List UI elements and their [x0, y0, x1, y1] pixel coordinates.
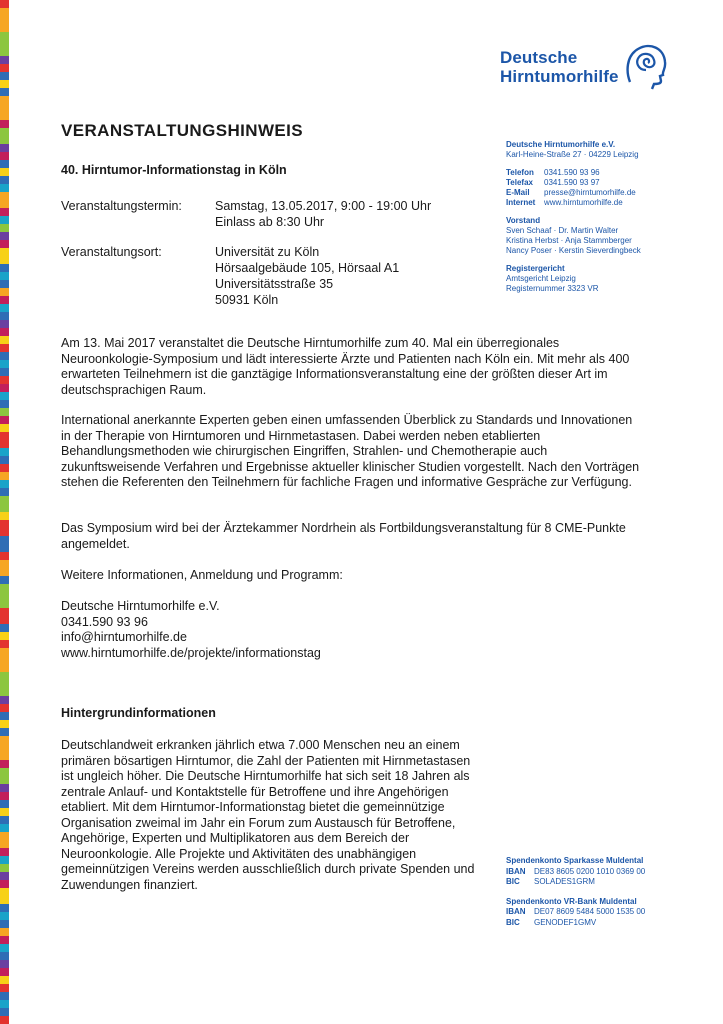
stripe-segment — [0, 288, 9, 296]
stripe-segment — [0, 280, 9, 288]
stripe-segment — [0, 216, 9, 224]
stripe-segment — [0, 112, 9, 120]
stripe-segment — [0, 144, 9, 152]
stripe-segment — [0, 408, 9, 416]
stripe-segment — [0, 224, 9, 232]
stripe-segment — [0, 536, 9, 544]
stripe-segment — [0, 40, 9, 48]
sidebar-contact-phone: Telefon 0341.590 93 96 — [506, 168, 600, 177]
stripe-segment — [0, 160, 9, 168]
stripe-segment — [0, 56, 9, 64]
stripe-segment — [0, 864, 9, 872]
stripe-segment — [0, 576, 9, 584]
stripe-segment — [0, 504, 9, 512]
stripe-segment — [0, 664, 9, 672]
stripe-segment — [0, 616, 9, 624]
stripe-segment — [0, 176, 9, 184]
sidebar-org-name: Deutsche Hirntumorhilfe e.V. — [506, 140, 616, 149]
stripe-segment — [0, 448, 9, 456]
stripe-segment — [0, 800, 9, 808]
event-place-label: Veranstaltungsort: — [61, 245, 162, 259]
stripe-segment — [0, 456, 9, 464]
stripe-segment — [0, 8, 9, 16]
stripe-segment — [0, 136, 9, 144]
stripe-segment — [0, 240, 9, 248]
stripe-segment — [0, 760, 9, 768]
stripe-segment — [0, 792, 9, 800]
stripe-segment — [0, 368, 9, 376]
stripe-segment — [0, 360, 9, 368]
sidebar-register: Registergericht Amtsgericht Leipzig Registernummer 3323 VR — [506, 264, 599, 293]
stripe-segment — [0, 768, 9, 776]
stripe-segment — [0, 728, 9, 736]
stripe-segment — [0, 824, 9, 832]
contact-block — [61, 599, 321, 661]
stripe-segment — [0, 464, 9, 472]
head-spiral-icon — [622, 42, 668, 90]
event-title: 40. Hirntumor-Informationstag in Köln — [61, 163, 287, 177]
stripe-segment — [0, 560, 9, 568]
logo-line-2: Hirntumorhilfe — [500, 67, 619, 86]
stripe-segment — [0, 904, 9, 912]
stripe-segment — [0, 336, 9, 344]
stripe-segment — [0, 776, 9, 784]
event-date-value: Samstag, 13.05.2017, 9:00 - 19:00 Uhr Einlass ab 8:30 Uhr — [215, 199, 432, 229]
stripe-segment — [0, 416, 9, 424]
stripe-segment — [0, 208, 9, 216]
stripe-segment — [0, 256, 9, 264]
stripe-segment — [0, 96, 9, 104]
stripe-segment — [0, 832, 9, 840]
paragraph-experts: International anerkannte Experten geben einen umfassenden Überblick zu Standards und Innovationen in der Therapie von Hirntumoren und Hirnmetastasen. Dabei werden neben etablierten Behandlungsmethoden wie chirurgischen Eingriffen, Strahlen- und Chemotherapie auch zukunftsweisende Verfahren und Ergebnisse aktueller klinischer Studien vorgestellt. Nach den Vorträgen stehen die Referenten den Teilnehmern für fachliche Fragen und informative Gespräche zur Verfügung. — [61, 413, 640, 489]
contact-phone: 0341.590 93 96 — [61, 614, 148, 629]
stripe-segment — [0, 440, 9, 448]
stripe-segment — [0, 680, 9, 688]
stripe-segment — [0, 840, 9, 848]
stripe-segment — [0, 552, 9, 560]
stripe-segment — [0, 120, 9, 128]
stripe-segment — [0, 168, 9, 176]
stripe-segment — [0, 488, 9, 496]
stripe-segment — [0, 880, 9, 888]
contact-email-link[interactable]: info@hirntumorhilfe.de — [61, 630, 187, 644]
stripe-segment — [0, 568, 9, 576]
stripe-segment — [0, 432, 9, 440]
bank-accounts — [506, 856, 706, 937]
logo-line-1: Deutsche — [500, 48, 578, 67]
stripe-segment — [0, 80, 9, 88]
stripe-segment — [0, 232, 9, 240]
stripe-segment — [0, 752, 9, 760]
stripe-segment — [0, 704, 9, 712]
stripe-segment — [0, 528, 9, 536]
stripe-segment — [0, 392, 9, 400]
stripe-segment — [0, 608, 9, 616]
stripe-segment — [0, 656, 9, 664]
event-place-value: Universität zu Köln Hörsaalgebäude 105, Hörsaal A1 Universitätsstraße 35 50931 Köln — [215, 245, 400, 307]
stripe-segment — [0, 200, 9, 208]
sidebar-board: Vorstand Sven Schaaf · Dr. Martin Walter Kristina Herbst · Anja Stammberger Nancy Poser · Kerstin Sieverdingbeck — [506, 216, 641, 255]
stripe-segment — [0, 16, 9, 24]
stripe-segment — [0, 640, 9, 648]
event-date-label: Veranstaltungstermin: — [61, 199, 182, 213]
bank-account: Spendenkonto VR-Bank Muldental IBAN DE07 8609 5484 5000 1535 00 BIC GENODEF1GMV — [506, 896, 646, 927]
stripe-segment — [0, 888, 9, 896]
stripe-segment — [0, 24, 9, 32]
stripe-segment — [0, 976, 9, 984]
stripe-segment — [0, 944, 9, 952]
stripe-segment — [0, 104, 9, 112]
stripe-segment — [0, 72, 9, 80]
stripe-segment — [0, 312, 9, 320]
stripe-segment — [0, 712, 9, 720]
stripe-segment — [0, 952, 9, 960]
contact-org: Deutsche Hirntumorhilfe e.V. — [61, 599, 220, 613]
stripe-segment — [0, 496, 9, 504]
stripe-segment — [0, 856, 9, 864]
stripe-segment — [0, 848, 9, 856]
stripe-segment — [0, 960, 9, 968]
contact-web-link[interactable]: www.hirntumorhilfe.de/projekte/informationstag — [61, 645, 321, 660]
stripe-segment — [0, 1000, 9, 1008]
stripe-segment — [0, 968, 9, 976]
page-title: VERANSTALTUNGSHINWEIS — [61, 121, 303, 140]
stripe-segment — [0, 352, 9, 360]
paragraph-more-info: Weitere Informationen, Anmeldung und Programm: — [61, 568, 343, 582]
stripe-segment — [0, 632, 9, 640]
stripe-segment — [0, 400, 9, 408]
sidebar-contact-list — [506, 168, 706, 208]
sidebar-contact-info — [506, 140, 706, 302]
stripe-segment — [0, 1008, 9, 1016]
stripe-segment — [0, 512, 9, 520]
stripe-segment — [0, 808, 9, 816]
stripe-segment — [0, 376, 9, 384]
stripe-segment — [0, 992, 9, 1000]
stripe-segment — [0, 296, 9, 304]
decorative-color-stripe — [0, 0, 9, 1024]
stripe-segment — [0, 624, 9, 632]
stripe-segment — [0, 912, 9, 920]
stripe-segment — [0, 328, 9, 336]
stripe-segment — [0, 0, 9, 8]
background-heading: Hintergrundinformationen — [61, 706, 216, 720]
stripe-segment — [0, 920, 9, 928]
stripe-segment — [0, 784, 9, 792]
stripe-segment — [0, 480, 9, 488]
stripe-segment — [0, 984, 9, 992]
stripe-segment — [0, 936, 9, 944]
stripe-segment — [0, 928, 9, 936]
stripe-segment — [0, 720, 9, 728]
stripe-segment — [0, 736, 9, 744]
stripe-segment — [0, 584, 9, 592]
stripe-segment — [0, 672, 9, 680]
stripe-segment — [0, 48, 9, 56]
stripe-segment — [0, 128, 9, 136]
sidebar-contact-web[interactable]: Internet www.hirntumorhilfe.de — [506, 198, 623, 207]
stripe-segment — [0, 344, 9, 352]
stripe-segment — [0, 816, 9, 824]
stripe-segment — [0, 264, 9, 272]
stripe-segment — [0, 88, 9, 96]
logo-text — [500, 48, 619, 86]
stripe-segment — [0, 592, 9, 600]
stripe-segment — [0, 1016, 9, 1024]
stripe-segment — [0, 696, 9, 704]
stripe-segment — [0, 600, 9, 608]
paragraph-cme: Das Symposium wird bei der Ärztekammer Nordrhein als Fortbildungsveranstaltung für 8 CME-Punkte angemeldet. — [61, 521, 626, 551]
paragraph-background: Deutschlandweit erkranken jährlich etwa 7.000 Menschen neu an einem primären bösartigen Hirntumor, die Zahl der Patienten mit Hirnmetastasen ist ungleich höher. Die Deutsche Hirntumorhilfe hat sich seit 18 Jahren als zentrale Anlauf- und Kontaktstelle für Betroffene und ihre Angehörigen etabliert. Mit dem Hirntumor-Informationstag bietet die gemeinnützige Organisation zweimal im Jahr ein Forum zum Austausch für Betroffene, Angehörige, Experten und Multiplikatoren aus dem Bereich der Neuroonkologie. Alle Projekte und Aktivitäten des unabhängigen gemeinnützigen Vereins werden ausschließlich durch private Spenden und Zuwendungen finanziert. — [61, 738, 475, 892]
stripe-segment — [0, 248, 9, 256]
stripe-segment — [0, 152, 9, 160]
paragraph-intro: Am 13. Mai 2017 veranstaltet die Deutsche Hirntumorhilfe zum 40. Mal ein überregionales Neuroonkologie-Symposium und lädt interessierte Ärzte und Patienten nach Köln ein. Mit mehr als 400 erwarteten Teilnehmern ist die ganztägige Informationsveranstaltung eine der größten dieser Art im deutschsprachigen Raum. — [61, 336, 630, 397]
stripe-segment — [0, 320, 9, 328]
stripe-segment — [0, 184, 9, 192]
stripe-segment — [0, 424, 9, 432]
stripe-segment — [0, 872, 9, 880]
stripe-segment — [0, 64, 9, 72]
stripe-segment — [0, 688, 9, 696]
stripe-segment — [0, 192, 9, 200]
stripe-segment — [0, 648, 9, 656]
stripe-segment — [0, 744, 9, 752]
bank-account: Spendenkonto Sparkasse Muldental IBAN DE83 8605 0200 1010 0369 00 BIC SOLADES1GRM — [506, 856, 646, 886]
logo — [500, 42, 670, 94]
stripe-segment — [0, 304, 9, 312]
sidebar-contact-fax: Telefax 0341.590 93 97 — [506, 178, 600, 187]
stripe-segment — [0, 32, 9, 40]
stripe-segment — [0, 520, 9, 528]
sidebar-org-address: Karl-Heine-Straße 27 · 04229 Leipzig — [506, 150, 639, 159]
stripe-segment — [0, 472, 9, 480]
stripe-segment — [0, 272, 9, 280]
stripe-segment — [0, 896, 9, 904]
sidebar-contact-email[interactable]: E-Mail presse@hirntumorhilfe.de — [506, 188, 636, 197]
stripe-segment — [0, 384, 9, 392]
stripe-segment — [0, 544, 9, 552]
